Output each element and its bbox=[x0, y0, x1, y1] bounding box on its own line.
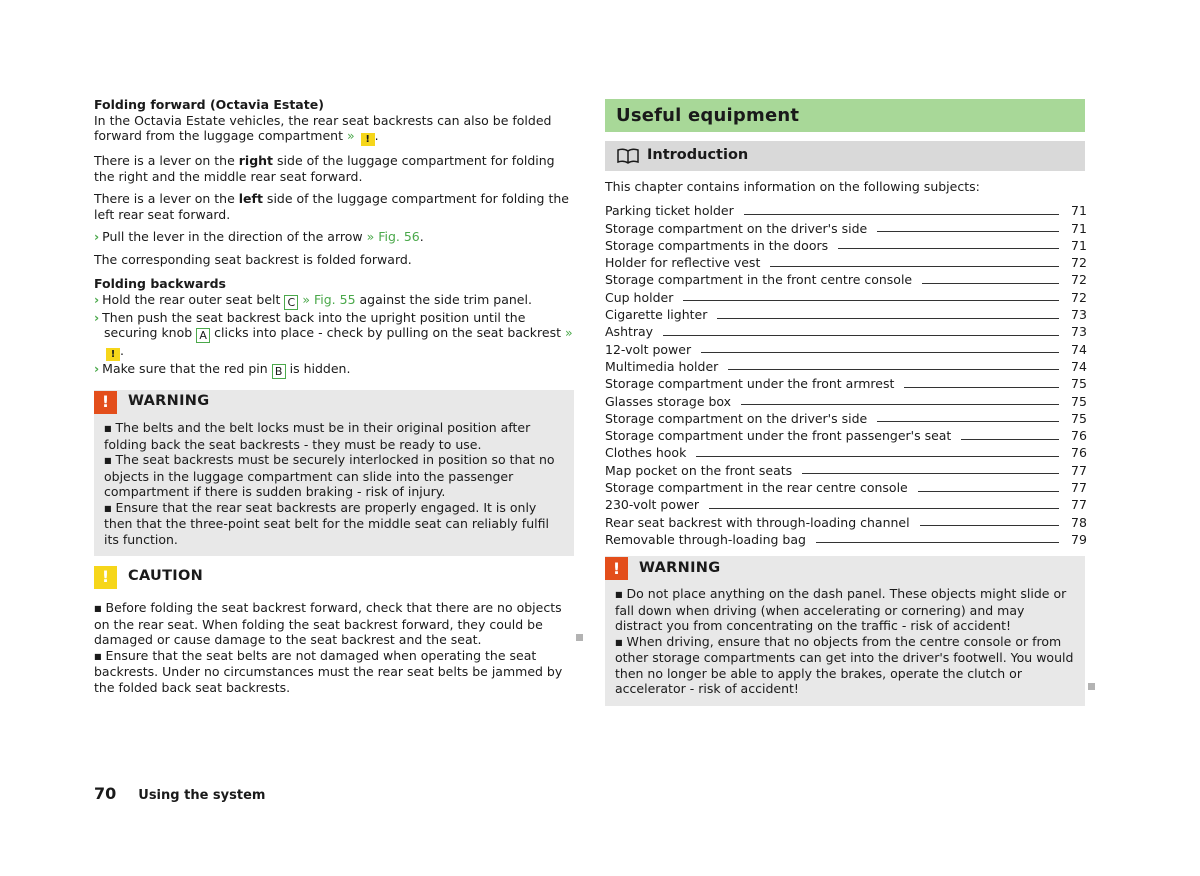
caution-item: ■ Before folding the seat backrest forward, check that there are no objects on the rear seat. When folding the seat backrest forward, they could be damaged or cause damage to the seat backrest and the seat. bbox=[94, 600, 562, 647]
toc-leader-line bbox=[744, 214, 1059, 215]
letter-a-marker: A bbox=[196, 328, 210, 343]
caution-box bbox=[94, 565, 574, 695]
toc-entry-label: Storage compartment under the front armrest bbox=[605, 376, 895, 392]
fig55-link[interactable]: » Fig. 55 bbox=[302, 291, 356, 307]
toc-entry-page: 75 bbox=[1071, 410, 1087, 426]
warning-item: ■ When driving, ensure that no objects from the centre console or from other storage compartments can get into the driver's footwell. You would then no longer be able to apply the brakes, operate the clutch or accelerator - risk of accident! bbox=[615, 633, 1074, 697]
warning-icon: ! bbox=[94, 391, 117, 414]
letter-c-marker: C bbox=[284, 295, 298, 310]
folding-forward-section: Folding forward (Octavia Estate) In the Octavia Estate vehicles, the rear seat backrests can also be folded forward from the luggage compartment » ! . bbox=[94, 97, 574, 146]
toc-entry-label: Holder for reflective vest bbox=[605, 255, 761, 271]
toc-entry[interactable] bbox=[605, 513, 1085, 530]
folding-backwards-heading: Folding backwards bbox=[94, 276, 226, 291]
toc-entry-label: Clothes hook bbox=[605, 445, 687, 461]
toc-leader-line bbox=[770, 266, 1059, 267]
step-1: › Hold the rear outer seat belt C » Fig. 55 against the side trim panel. bbox=[94, 291, 532, 309]
warning-box-right bbox=[605, 556, 1085, 706]
toc-leader-line bbox=[877, 231, 1059, 232]
toc-entry-page: 79 bbox=[1071, 531, 1087, 547]
toc-leader-line bbox=[663, 335, 1059, 336]
toc-entry[interactable] bbox=[605, 461, 1085, 478]
toc-entry-page: 73 bbox=[1071, 307, 1087, 323]
toc-leader-line bbox=[838, 248, 1059, 249]
toc-entry[interactable] bbox=[605, 496, 1085, 513]
toc-entry-label: 230-volt power bbox=[605, 497, 700, 513]
end-marker bbox=[1088, 683, 1095, 690]
toc-entry-label: Map pocket on the front seats bbox=[605, 462, 793, 478]
caution-item: ■ Ensure that the seat belts are not damaged when operating the seat backrests. Under no circumstances must the rear seat belts be jammed by the folded back seat backrests. bbox=[94, 647, 563, 695]
page-number: 70 bbox=[94, 784, 117, 803]
toc-entry[interactable] bbox=[605, 392, 1085, 409]
toc-leader-line bbox=[920, 525, 1059, 526]
toc-entry[interactable] bbox=[605, 323, 1085, 340]
toc-leader-line bbox=[802, 473, 1059, 474]
toc-leader-line bbox=[683, 300, 1059, 301]
toc-entry-page: 75 bbox=[1071, 393, 1087, 409]
toc-entry[interactable] bbox=[605, 530, 1085, 547]
letter-b-marker: B bbox=[272, 364, 286, 379]
toc-entry-label: Cigarette lighter bbox=[605, 307, 708, 323]
toc-entry-page: 71 bbox=[1071, 237, 1087, 253]
book-icon bbox=[617, 148, 639, 164]
folding-forward-text: In the Octavia Estate vehicles, the rear seat backrests can also be folded forward from the luggage compartment bbox=[94, 112, 552, 143]
toc-entry-page: 71 bbox=[1071, 220, 1087, 236]
warning-icon: ! bbox=[605, 557, 628, 580]
left-lever-paragraph: There is a lever on the left side of the luggage compartment for folding the left rear seat forward. bbox=[94, 191, 569, 222]
toc-entry-label: Storage compartments in the doors bbox=[605, 237, 829, 253]
toc-leader-line bbox=[961, 439, 1059, 440]
toc-entry-page: 72 bbox=[1071, 289, 1087, 305]
toc-entry-label: Parking ticket holder bbox=[605, 203, 734, 219]
toc-leader-line bbox=[922, 283, 1059, 284]
toc-entry-label: Rear seat backrest with through-loading channel bbox=[605, 514, 910, 530]
warning-title: WARNING bbox=[128, 393, 210, 410]
warning-ref-icon: ! bbox=[106, 348, 120, 361]
toc-entry-page: 77 bbox=[1071, 497, 1087, 513]
toc-entry-label: Cup holder bbox=[605, 289, 674, 305]
toc-leader-line bbox=[918, 491, 1059, 492]
toc-entry-page: 77 bbox=[1071, 480, 1087, 496]
left-column bbox=[94, 97, 574, 695]
toc-entry-label: Ashtray bbox=[605, 324, 654, 340]
right-column bbox=[605, 99, 1085, 706]
toc-leader-line bbox=[816, 542, 1059, 543]
toc-entry[interactable] bbox=[605, 271, 1085, 288]
page-footer bbox=[94, 786, 265, 804]
toc-entry[interactable] bbox=[605, 288, 1085, 305]
chevron-icon: › bbox=[94, 229, 100, 244]
toc-entry-label: 12-volt power bbox=[605, 341, 692, 357]
step-3: › Make sure that the red pin B is hidden. bbox=[94, 361, 351, 378]
introduction-title: Introduction bbox=[647, 147, 749, 164]
toc-leader-line bbox=[696, 456, 1059, 457]
toc-entry-page: 72 bbox=[1071, 272, 1087, 288]
warning-ref-link[interactable]: » bbox=[564, 325, 573, 340]
corresponding-text: The corresponding seat backrest is folded forward. bbox=[94, 251, 412, 267]
warning-item: ■ Do not place anything on the dash panel. These objects might slide or fall down when driving (when accelerating or cornering) and may distract you from concentrating on the traffic - risk of accident! bbox=[615, 586, 1067, 634]
toc-entry-label: Storage compartment under the front passenger's seat bbox=[605, 428, 952, 444]
chevron-icon: › bbox=[94, 361, 100, 376]
folding-forward-heading: Folding forward (Octavia Estate) bbox=[94, 97, 324, 112]
toc-entry-label: Multimedia holder bbox=[605, 358, 719, 374]
toc-intro-text: This chapter contains information on the following subjects: bbox=[605, 179, 980, 194]
toc-entry-page: 72 bbox=[1071, 255, 1087, 271]
folding-backwards-section bbox=[94, 276, 574, 379]
warning-ref-link[interactable]: » bbox=[346, 128, 355, 143]
toc-entry-label: Storage compartment on the driver's side bbox=[605, 220, 868, 236]
warning-item: ■ The belts and the belt locks must be in their original position after folding back the seat backrests - they must be ready to use. bbox=[104, 420, 531, 452]
toc-entry[interactable] bbox=[605, 357, 1085, 374]
step-2: › Then push the seat backrest back into the upright position until the securing knob A clicks into place - check by pulling on the seat backrest » ! . bbox=[94, 309, 573, 360]
toc-entry-label: Removable through-loading bag bbox=[605, 531, 806, 547]
toc-leader-line bbox=[877, 421, 1059, 422]
toc-entry-label: Storage compartment in the front centre console bbox=[605, 272, 913, 288]
pull-lever-step: › Pull the lever in the direction of the arrow » Fig. 56. bbox=[94, 229, 424, 244]
warning-ref-icon: ! bbox=[361, 133, 375, 146]
toc-entry[interactable] bbox=[605, 426, 1085, 443]
chevron-icon: › bbox=[94, 309, 100, 325]
toc-entry-label: Storage compartment on the driver's side bbox=[605, 410, 868, 426]
toc-entry[interactable] bbox=[605, 340, 1085, 357]
toc-entry[interactable] bbox=[605, 478, 1085, 495]
toc-leader-line bbox=[717, 318, 1059, 319]
toc-entry[interactable] bbox=[605, 409, 1085, 426]
toc-entry[interactable] bbox=[605, 253, 1085, 270]
toc-entry[interactable] bbox=[605, 305, 1085, 322]
caution-icon: ! bbox=[94, 566, 117, 589]
warning-item: ■ The seat backrests must be securely interlocked in position so that no objects in the luggage compartment can slide into the passenger compartment if there is sudden braking - risk of injury. bbox=[104, 452, 555, 499]
toc-entry-page: 77 bbox=[1071, 462, 1087, 478]
toc-leader-line bbox=[741, 404, 1059, 405]
toc-entry[interactable] bbox=[605, 374, 1085, 391]
introduction-bar bbox=[605, 141, 1085, 171]
toc-entry-page: 76 bbox=[1071, 428, 1087, 444]
warning-box-left bbox=[94, 390, 574, 556]
toc-entry-page: 74 bbox=[1071, 341, 1087, 357]
toc-entry-page: 75 bbox=[1071, 376, 1087, 392]
footer-section: Using the system bbox=[138, 788, 266, 803]
toc-entry-label: Storage compartment in the rear centre console bbox=[605, 480, 908, 496]
toc-entry-page: 74 bbox=[1071, 358, 1087, 374]
section-title: Useful equipment bbox=[605, 99, 1085, 132]
toc-entry[interactable] bbox=[605, 444, 1085, 461]
toc-entry[interactable] bbox=[605, 219, 1085, 236]
toc-leader-line bbox=[709, 508, 1059, 509]
warning-item: ■ Ensure that the rear seat backrests are properly engaged. It is only then that the three-point seat belt for the middle seat can reliably fulfil its function. bbox=[104, 499, 549, 547]
warning-title: WARNING bbox=[639, 559, 721, 576]
fig56-link[interactable]: » Fig. 56 bbox=[366, 229, 420, 244]
toc-leader-line bbox=[701, 352, 1059, 353]
end-marker bbox=[576, 634, 583, 641]
toc-leader-line bbox=[904, 387, 1059, 388]
toc-leader-line bbox=[728, 369, 1059, 370]
toc-entry-page: 73 bbox=[1071, 324, 1087, 340]
chevron-icon: › bbox=[94, 291, 100, 307]
toc-entry-label: Glasses storage box bbox=[605, 393, 732, 409]
right-lever-paragraph: There is a lever on the right side of the luggage compartment for folding the right and the middle rear seat forward. bbox=[94, 153, 555, 184]
toc-list bbox=[605, 202, 1085, 548]
toc-entry-page: 71 bbox=[1071, 203, 1087, 219]
toc-entry-page: 76 bbox=[1071, 445, 1087, 461]
toc-entry-page: 78 bbox=[1071, 514, 1087, 530]
toc-entry[interactable] bbox=[605, 236, 1085, 253]
caution-title: CAUTION bbox=[128, 568, 204, 585]
toc-entry[interactable] bbox=[605, 202, 1085, 219]
